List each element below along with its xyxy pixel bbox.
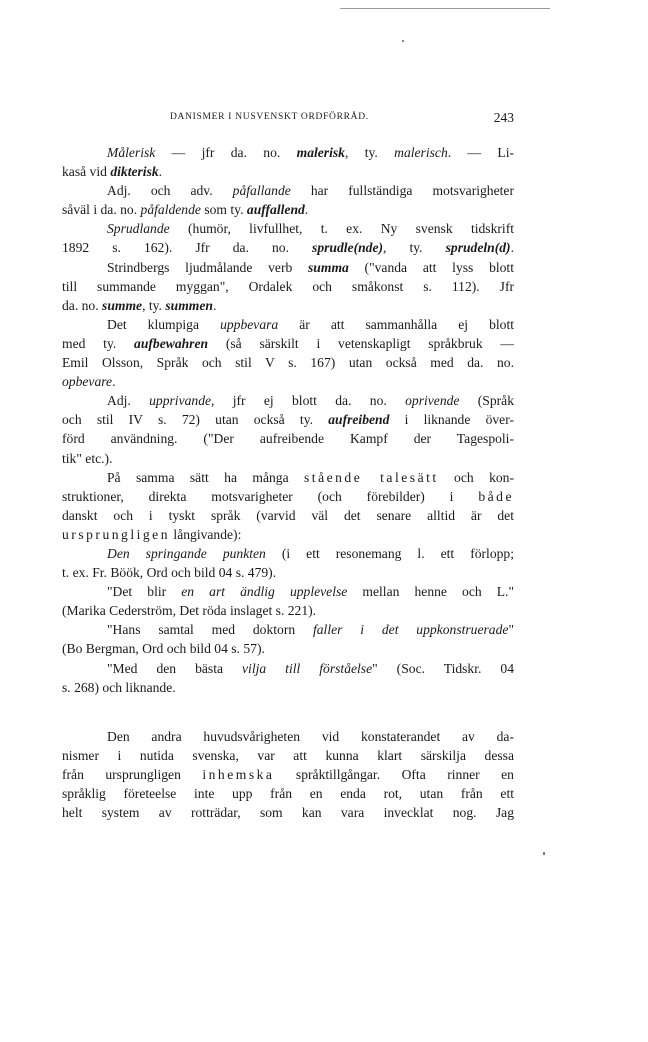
text-run: summe [102,297,143,313]
text-run: Målerisk [107,145,156,160]
text-run: malerisch [394,145,448,160]
text-line [62,601,514,620]
text-run: Den springande punkten [107,545,266,561]
text-run: sprudeln(d) [445,240,511,256]
text-line [62,659,514,678]
text-run: upprivande [149,393,212,409]
text-line [62,582,514,601]
text-line [62,200,514,219]
text-run: 1892 s. 162). Jfr da. no. [62,240,313,256]
text-run: nismer i nutida svenska, var att kunna klart särskilja dessa [62,747,514,763]
text-run: med ty. [62,335,135,351]
paragraph-gap [62,697,514,727]
text-run: och kon- [438,469,514,485]
text-run: , ty. [344,145,395,160]
text-run: som ty. [200,202,247,218]
text-line [62,544,514,563]
text-line [62,238,514,257]
text-line [62,525,514,544]
text-line [62,391,514,410]
text-run: ursprungligen [62,526,171,542]
text-run: ("vanda att lyss blott [348,259,514,275]
text-run: aufreibend [328,412,390,428]
text-run: da. no. [62,297,103,313]
text-run: från ursprungligen [62,766,203,782]
text-run: påfaldende [140,202,201,218]
text-run: opbevare [62,374,113,390]
text-run: såväl i da. no. [62,202,141,218]
running-head: DANISMER I NUSVENSKT ORDFÖRRÅD. [170,112,369,122]
text-run: auffallend [246,202,305,218]
text-run: (i ett resonemang l. ett förlopp; [265,545,514,561]
text-run: . [304,202,309,218]
text-run: summen [165,297,213,313]
text-line [62,429,514,448]
text-run: har fullständiga motsvarigheter [290,183,514,199]
text-run: struktioner, direkta motsvarigheter (och förebilder) i [62,488,479,504]
text-run: oprivende [405,393,460,409]
text-run: Adj. [107,393,150,409]
text-run: i liknande över- [389,412,514,428]
text-line [62,162,514,181]
text-run: (Språk [459,393,514,409]
text-run: . — Li- [447,145,514,160]
text-run: (Bo Bergman, Ord och bild 04 s. 57). [62,641,265,657]
text-line [62,353,514,372]
text-line [62,181,514,200]
text-run: På samma sätt ha många [107,469,304,485]
text-run: . [212,297,217,313]
text-run: — jfr da. no. [155,145,297,160]
speck-mark [402,40,404,42]
text-run: "Med den bästa [107,660,243,676]
text-line [62,784,514,803]
text-run: både [478,488,514,504]
text-run: , ty. [142,297,166,313]
page-header [62,110,514,130]
text-run: . [510,240,514,256]
text-run: stående talesätt [304,469,439,485]
text-line [62,803,514,822]
text-run: till summande myggan", Ordalek och småkonst s. 112). Jfr [62,278,514,294]
text-line [62,315,514,334]
text-run: malerisk [296,145,345,160]
text-run: (så särskilt i vetenskapligt språkbruk — [208,335,514,351]
text-run: (humör, livfullhet, t. ex. Ny svensk tidskrift [169,221,514,237]
page-number: 243 [493,110,514,125]
text-run: vilja till förståelse [242,660,373,676]
text-run: . [112,374,116,390]
text-run: " [508,622,514,638]
text-line [62,277,514,296]
text-run: danskt och i tyskt språk (varvid väl det senare alltid är det [62,507,514,523]
text-run: s. 268) och liknande. [62,679,176,695]
text-run: Sprudlande [107,221,170,237]
text-line [62,563,514,582]
text-run: dikterisk [110,164,159,180]
body-text [62,143,514,822]
text-run: " (Soc. Tidskr. 04 [372,660,514,676]
text-run: kaså vid [62,164,111,180]
text-line [62,258,514,277]
text-run: uppbevara [220,316,279,332]
text-run: Det klumpiga [107,316,221,332]
text-line [62,296,514,315]
text-line [62,372,514,391]
text-run: . [158,164,163,180]
text-run: summa [308,259,349,275]
text-line [62,449,514,468]
text-run: språklig företeelse inte upp från en enda rot, utan från ett [62,786,514,801]
text-run: mellan henne och L." [347,584,514,600]
text-line [62,410,514,429]
text-run: Emil Olsson, Språk och stil V s. 167) utan också med da. no. [62,355,514,371]
text-run: (Marika Cederström, Det röda inslaget s. 221). [62,603,317,619]
text-run: och stil IV s. 72) utan också ty. [62,412,329,428]
text-run: faller i det uppkonstruerade [312,622,509,638]
text-run: t. ex. Fr. Böök, Ord och bild 04 s. 479). [62,565,277,581]
text-run: Den andra huvudsvårigheten vid konstaterandet av da- [107,728,514,744]
text-run: Adj. och adv. [107,183,233,199]
text-line [62,468,514,487]
text-line [62,639,514,658]
text-run: en art ändlig upplevelse [181,584,348,600]
text-line [62,765,514,784]
text-run: sprudle(nde) [312,240,384,256]
text-run: språktillgångar. Ofta rinner en [274,766,514,782]
text-line [62,334,514,353]
speck-mark [543,852,545,855]
text-run: Strindbergs ljudmålande verb [107,259,309,275]
text-run: tik" etc.). [62,450,113,466]
text-line [62,727,514,746]
text-run: är att sammanhålla ej blott [278,316,514,332]
text-run: helt system av rotträdar, som kan vara invecklat nog. Jag [62,805,514,821]
text-run: förd användning. ("Der aufreibende Kampf der Tagespoli- [62,431,514,447]
text-run: , ty. [383,240,446,256]
text-line [62,678,514,697]
text-run: långivande): [170,526,242,542]
text-line [62,219,514,238]
text-line [62,487,514,506]
text-run: inhemska [202,766,275,782]
text-run: påfallande [232,183,291,199]
text-run: , jfr ej blott da. no. [211,393,406,409]
text-run: aufbewahren [134,335,209,351]
text-line [62,143,514,162]
text-line [62,506,514,525]
scan-edge-mark [340,8,550,9]
text-run: "Hans samtal med doktorn [107,622,313,638]
text-line [62,746,514,765]
text-run: "Det blir [107,584,182,600]
text-line [62,620,514,639]
